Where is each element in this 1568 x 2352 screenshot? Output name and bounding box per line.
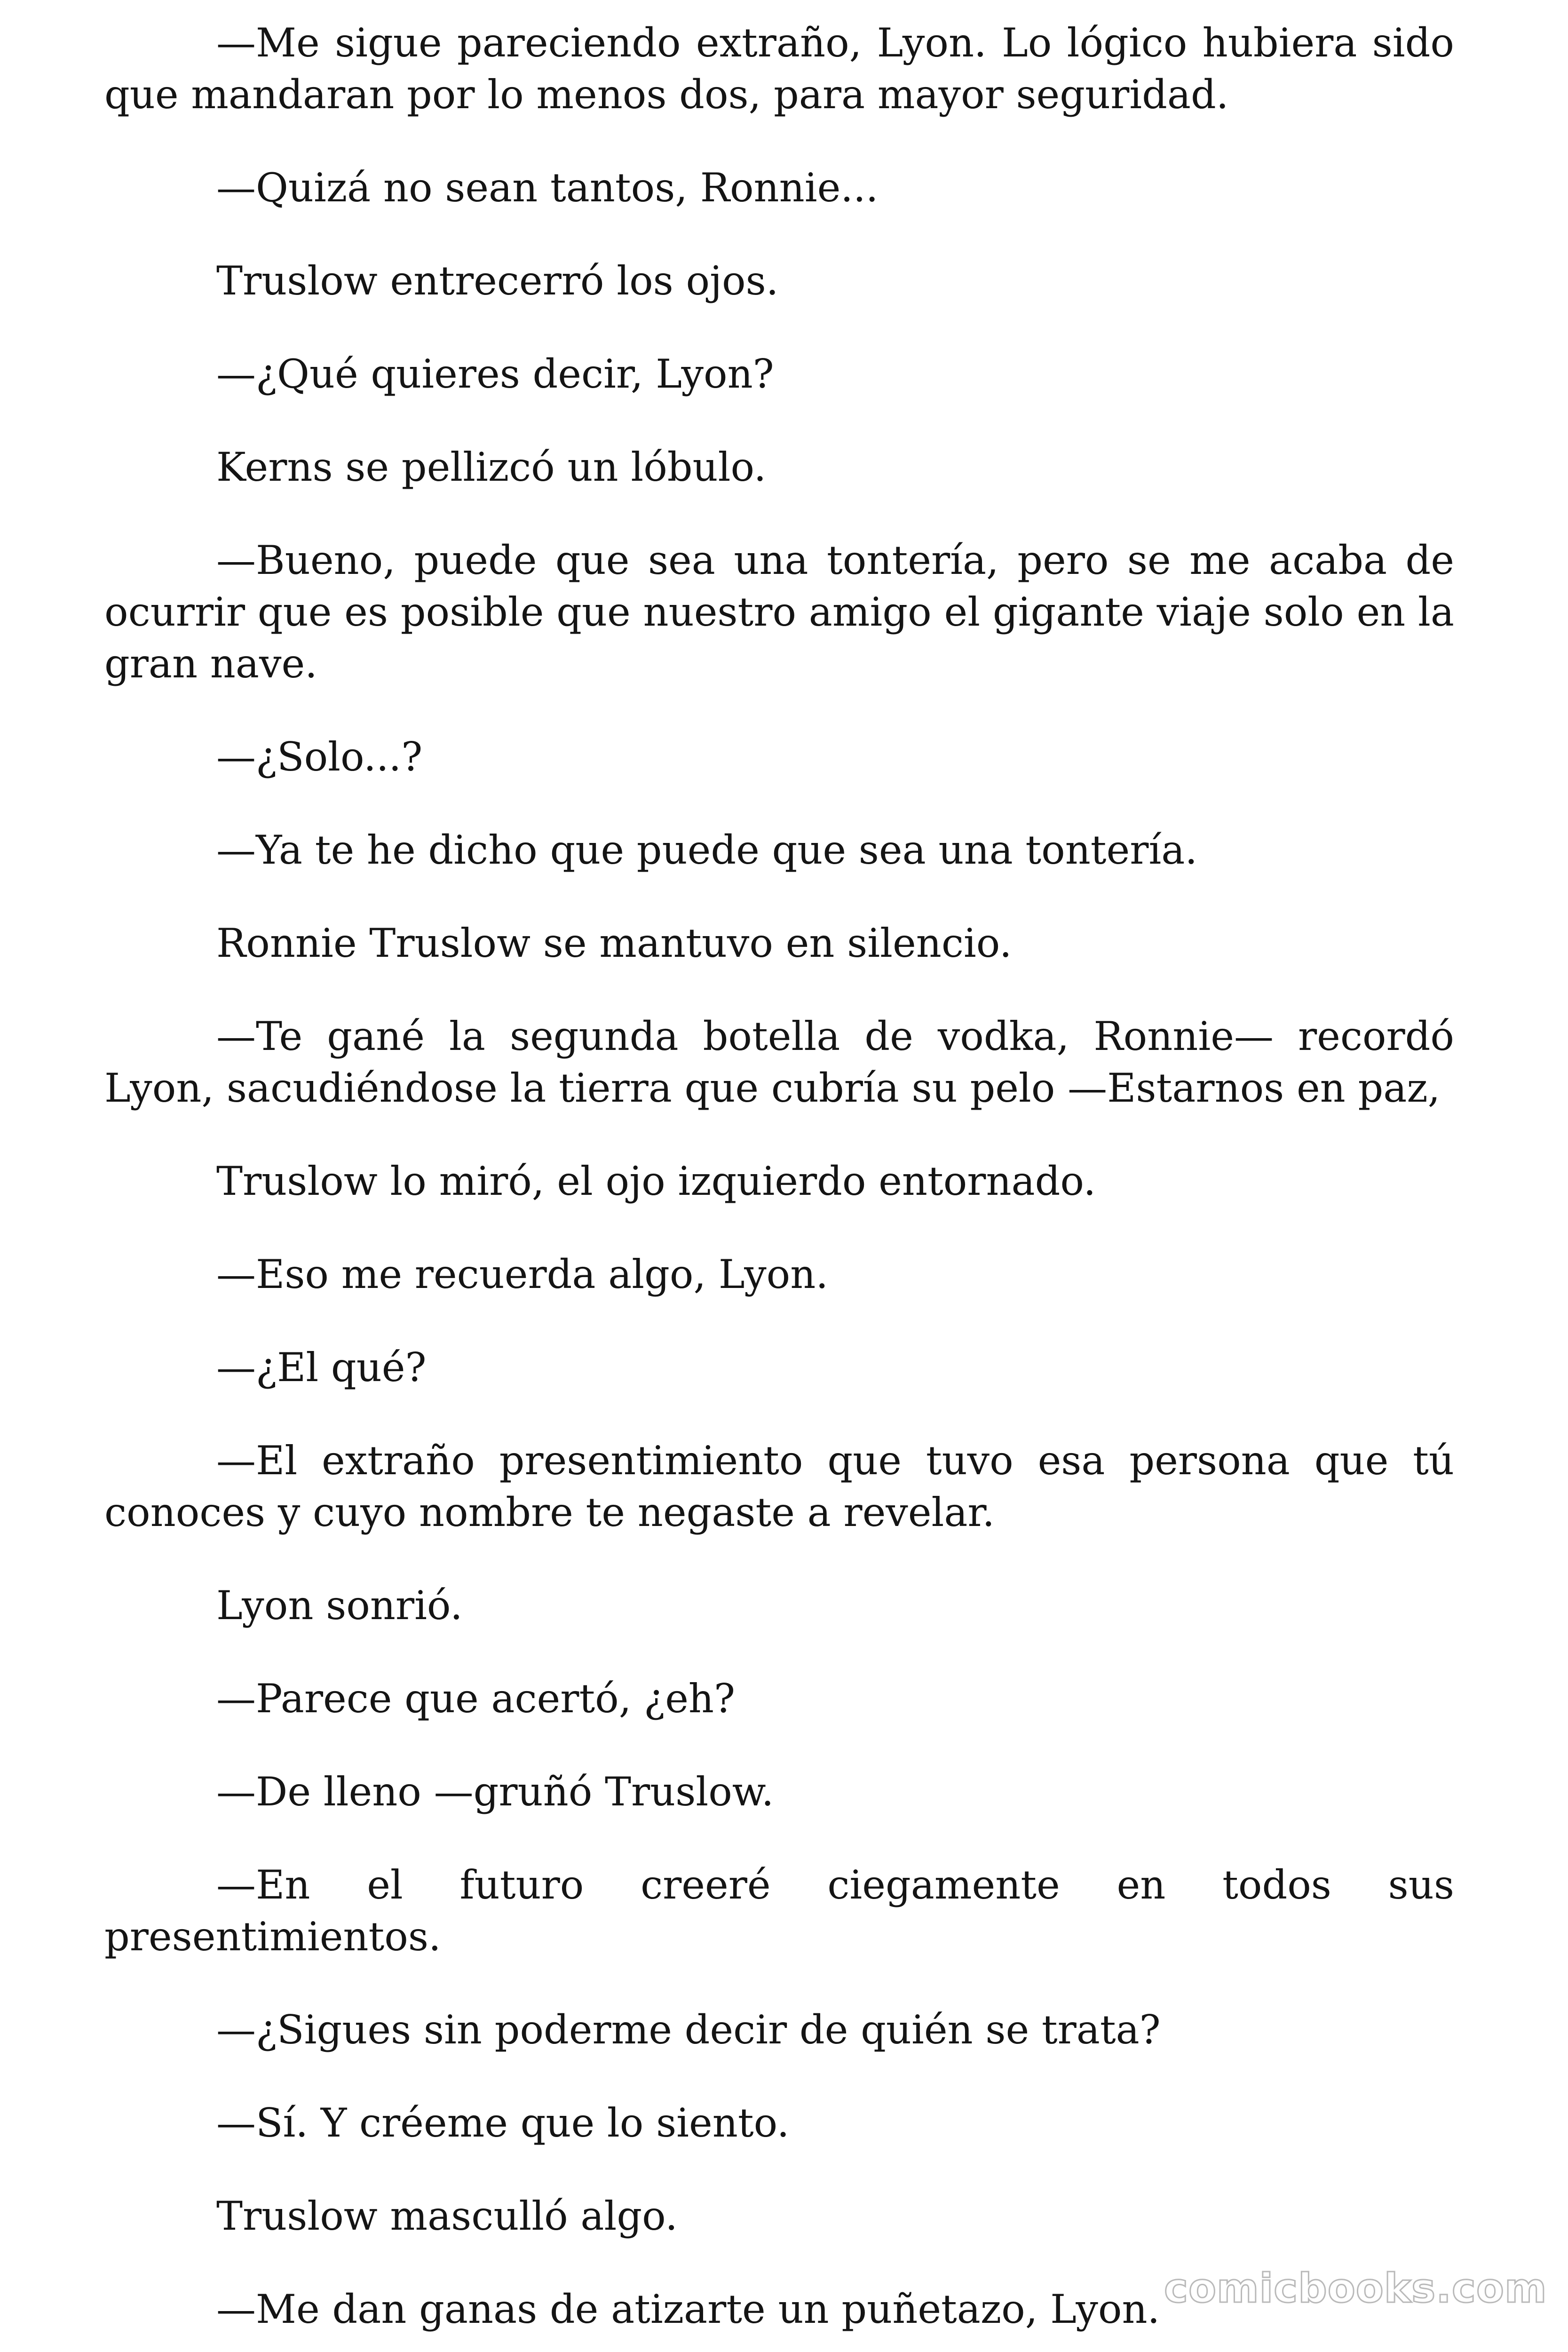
- paragraph: —En el futuro creeré ciegamente en todos sus presentimientos.: [104, 1862, 1454, 1960]
- paragraph: Truslow lo miró, el ojo izquierdo entornado.: [216, 1158, 1096, 1204]
- paragraph: —Me sigue pareciendo extraño, Lyon. Lo lógico hubiera sido que mandaran por lo menos dos, para mayor seguridad.: [104, 20, 1454, 118]
- paragraph: —Eso me recuerda algo, Lyon.: [216, 1251, 829, 1297]
- paragraph: —Quizá no sean tantos, Ronnie...: [216, 165, 879, 211]
- paragraph: —Me dan ganas de atizarte un puñetazo, Lyon.: [216, 2286, 1160, 2332]
- paragraph: —Sí. Y créeme que lo siento.: [216, 2100, 790, 2146]
- paragraph: —¿Solo...?: [216, 734, 423, 780]
- page-text: [104, 17, 1454, 2352]
- watermark: comicbooks.com: [1164, 2265, 1547, 2312]
- paragraph: Ronnie Truslow se mantuvo en silencio.: [216, 920, 1012, 966]
- paragraph: Kerns se pellizcó un lóbulo.: [216, 444, 767, 490]
- paragraph: —¿El qué?: [216, 1344, 427, 1391]
- paragraph: —Te gané la segunda botella de vodka, Ronnie— recordó Lyon, sacudiéndose la tierra que cubría su pelo —Estarnos en paz,: [104, 1013, 1454, 1111]
- paragraph: Lyon sonrió.: [216, 1582, 463, 1629]
- paragraph: —De lleno —gruñó Truslow.: [216, 1769, 774, 1815]
- paragraph: —Bueno, puede que sea una tontería, pero se me acaba de ocurrir que es posible que nuestro amigo el gigante viaje solo en la gran nave.: [104, 537, 1454, 687]
- paragraph: —El extraño presentimiento que tuvo esa persona que tú conoces y cuyo nombre te negaste a revelar.: [104, 1438, 1454, 1535]
- paragraph: —Ya te he dicho que puede que sea una tontería.: [216, 827, 1198, 873]
- paragraph: Truslow masculló algo.: [216, 2193, 678, 2239]
- paragraph: —¿Sigues sin poderme decir de quién se trata?: [216, 2007, 1161, 2053]
- paragraph: —Parece que acertó, ¿eh?: [216, 1676, 736, 1722]
- paragraph: Truslow entrecerró los ojos.: [216, 258, 779, 304]
- paragraph: —¿Qué quieres decir, Lyon?: [216, 351, 774, 397]
